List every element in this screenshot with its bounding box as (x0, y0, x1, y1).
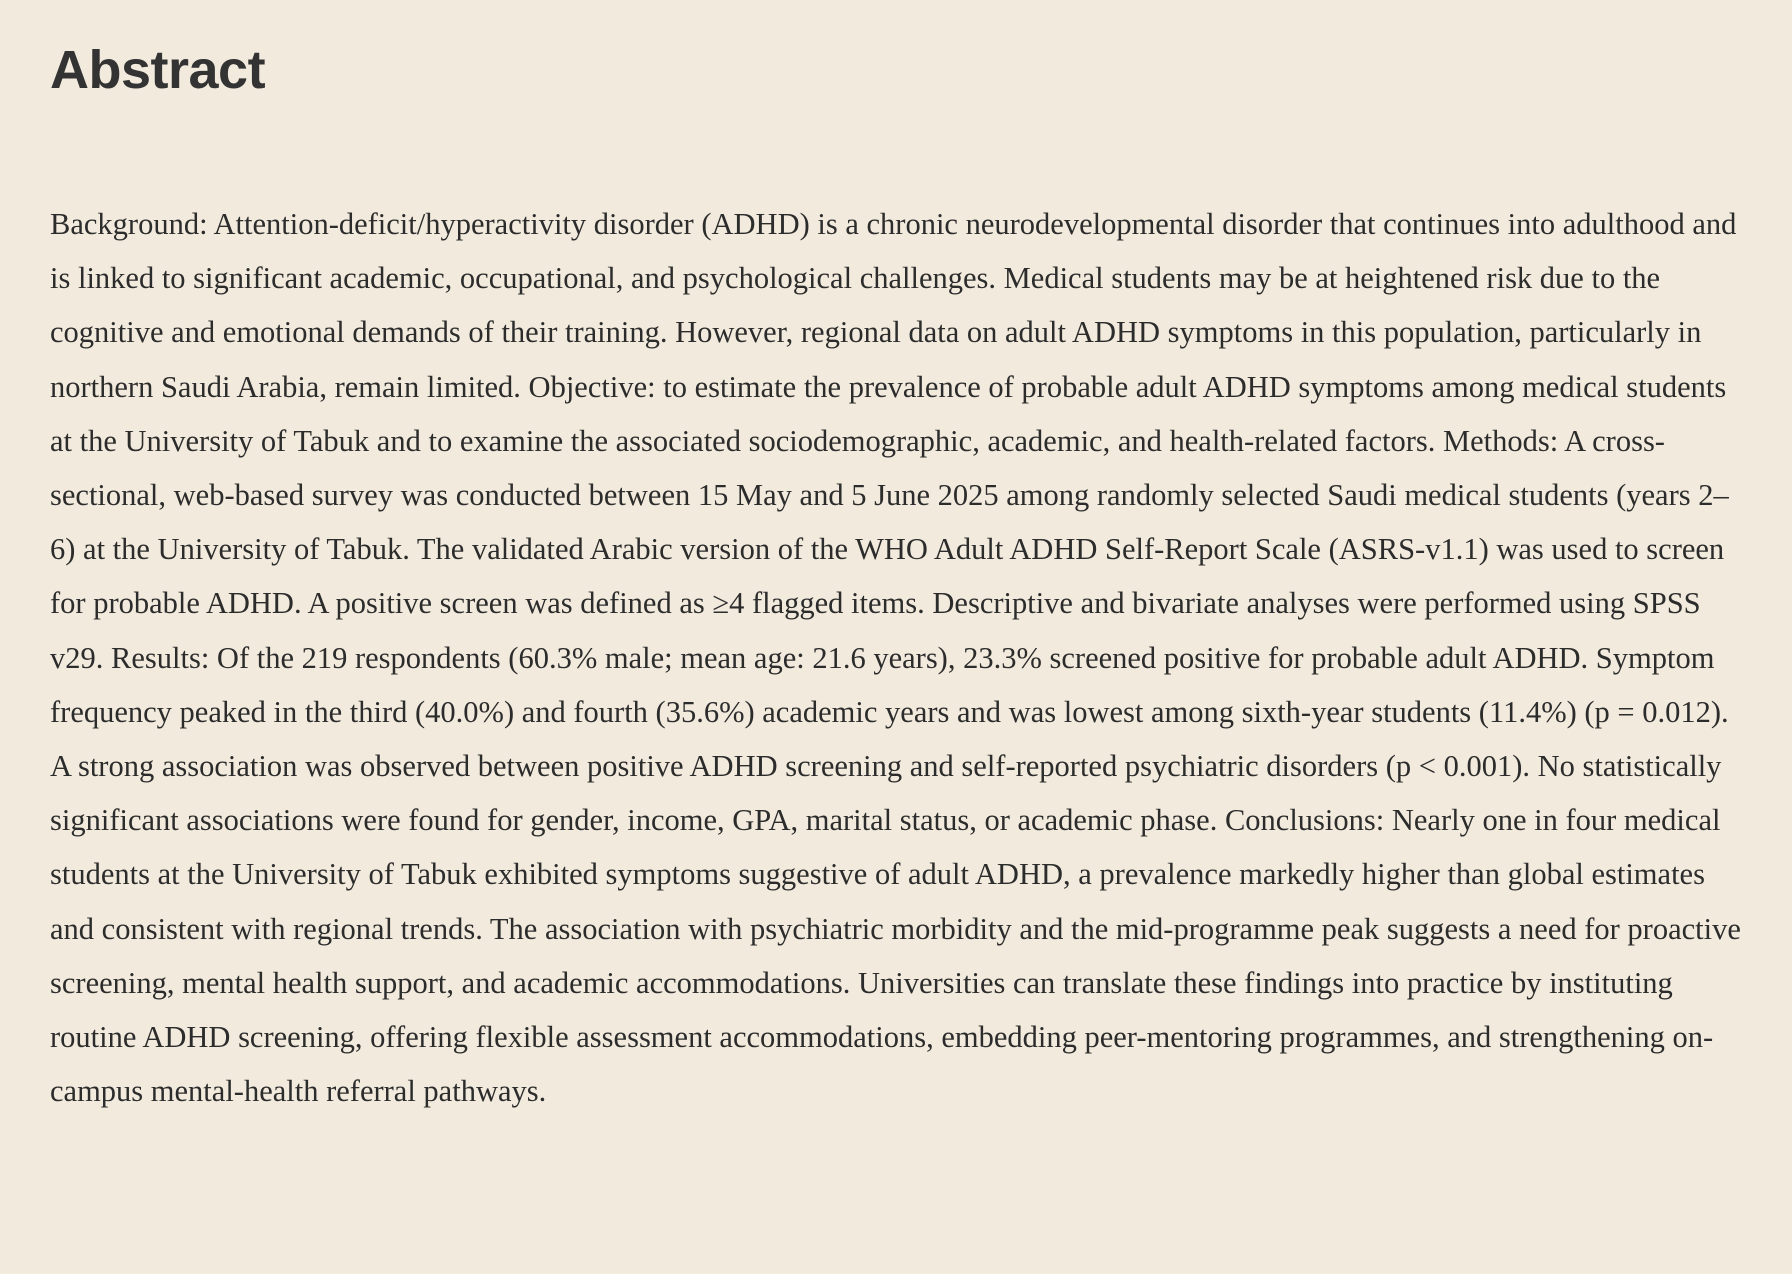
abstract-body: Background: Attention-deficit/hyperactivity disorder (ADHD) is a chronic neurodevelopmental disorder that continues into adulthood and is linked to significant academic, occupational, and psychological challenges. Medical students may be at heightened risk due to the cognitive and emotional demands of their training. However, regional data on adult ADHD symptoms in this population, particularly in northern Saudi Arabia, remain limited. Objective: to estimate the prevalence of probable adult ADHD symptoms among medical students at the University of Tabuk and to examine the associated sociodemographic, academic, and health-related factors. Methods: A cross-sectional, web-based survey was conducted between 15 May and 5 June 2025 among randomly selected Saudi medical students (years 2–6) at the University of Tabuk. The validated Arabic version of the WHO Adult ADHD Self-Report Scale (ASRS-v1.1) was used to screen for probable ADHD. A positive screen was defined as ≥4 flagged items. Descriptive and bivariate analyses were performed using SPSS v29. Results: Of the 219 respondents (60.3% male; mean age: 21.6 years), 23.3% screened positive for probable adult ADHD. Symptom frequency peaked in the third (40.0%) and fourth (35.6%) academic years and was lowest among sixth-year students (11.4%) (p = 0.012). A strong association was observed between positive ADHD screening and self-reported psychiatric disorders (p < 0.001). No statistically significant associations were found for gender, income, GPA, marital status, or academic phase. Conclusions: Nearly one in four medical students at the University of Tabuk exhibited symptoms suggestive of adult ADHD, a prevalence markedly higher than global estimates and consistent with regional trends. The association with psychiatric morbidity and the mid-programme peak suggests a need for proactive screening, mental health support, and academic accommodations. Universities can translate these findings into practice by instituting routine ADHD screening, offering flexible assessment accommodations, embedding peer-mentoring programmes, and strengthening on-campus mental-health referral pathways. (50, 207, 1741, 1109)
abstract-heading: Abstract (50, 40, 266, 100)
